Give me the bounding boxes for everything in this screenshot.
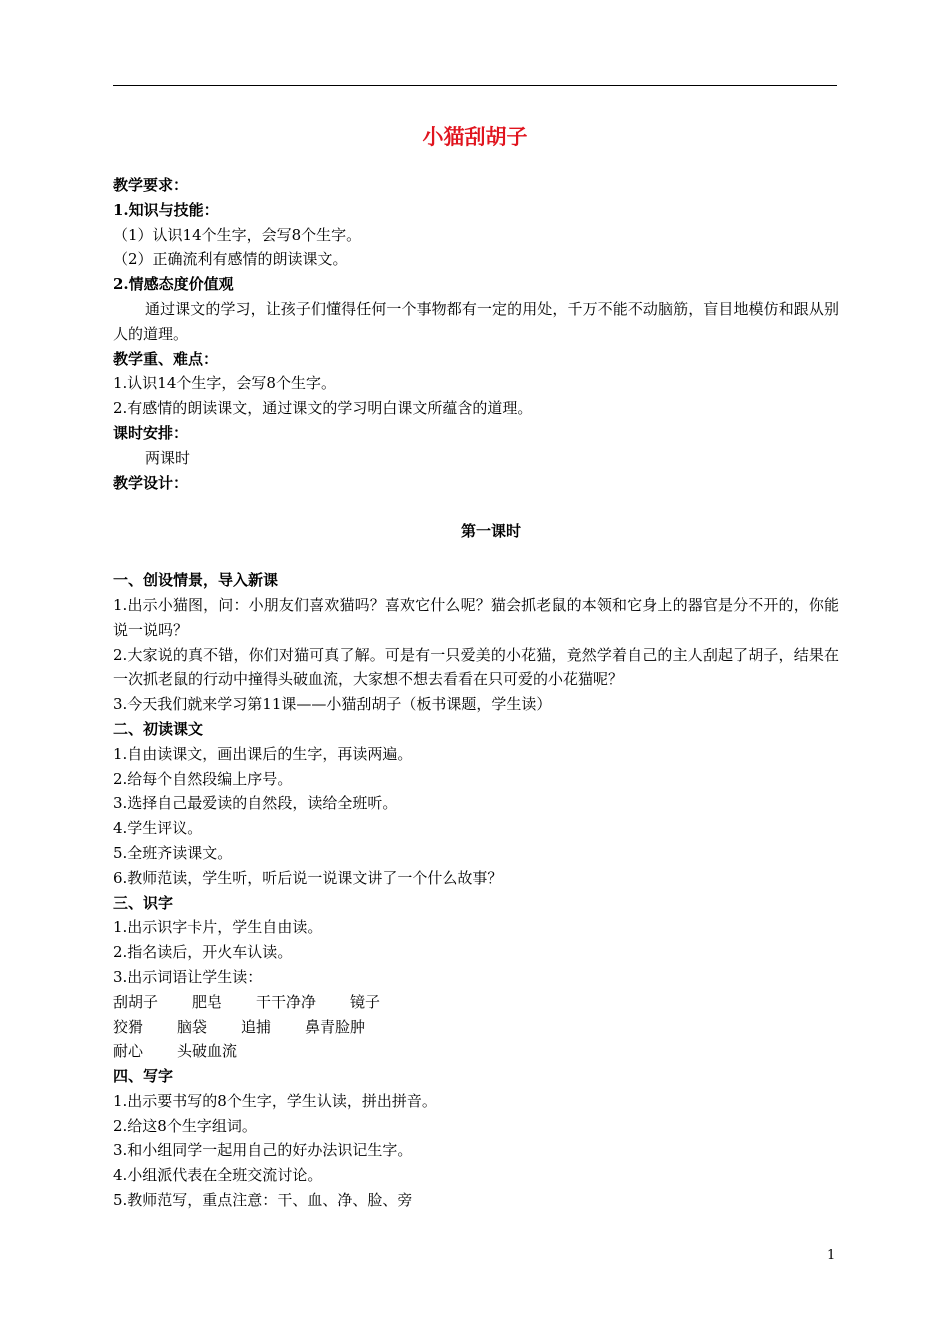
- vocab-word: 镜子: [350, 992, 381, 1011]
- word-row-3: [113, 1039, 839, 1064]
- list-item: 3.出示词语让学生读：: [113, 967, 263, 986]
- document-title: 小猫刮胡子: [422, 124, 528, 149]
- vocab-word: 肥皂: [192, 992, 223, 1011]
- vocab-word: 刮胡子: [113, 992, 159, 1011]
- list-item: 4.小组派代表在全班交流讨论。: [113, 1166, 323, 1185]
- page-number: 1: [827, 1248, 836, 1263]
- list-item: 2.给这8个生字组词。: [113, 1116, 257, 1135]
- list-item: 1.自由读课文，画出课后的生字，再读两遍。: [113, 744, 413, 763]
- list-item: 4.学生评议。: [113, 819, 203, 838]
- list-item: （2）正确流利有感情的朗读课文。: [113, 250, 348, 269]
- section-3-heading: 三、识字: [113, 893, 174, 912]
- lesson-one-heading: 第一课时: [460, 522, 521, 541]
- vocab-word: 鼻青脸肿: [305, 1017, 366, 1036]
- vocab-word: 头破血流: [177, 1042, 238, 1061]
- list-item: 2.指名读后，开火车认读。: [113, 943, 293, 962]
- teaching-requirements-heading: 教学要求：: [113, 176, 189, 194]
- knowledge-skills-heading: 1.知识与技能：: [113, 200, 219, 219]
- vocab-word: 干干净净: [256, 992, 317, 1011]
- list-item: 1.认识14个生字，会写8个生字。: [113, 374, 336, 393]
- list-item: 6.教师范读，学生听，听后说一说课文讲了一个什么故事？: [113, 868, 503, 887]
- schedule-text: 两课时: [145, 448, 191, 467]
- vocab-word: 耐心: [113, 1042, 144, 1061]
- list-item: 3.选择自己最爱读的自然段，读给全班听。: [113, 794, 398, 813]
- list-item: 2.有感情的朗读课文，通过课文的学习明白课文所蕴含的道理。: [113, 399, 533, 418]
- list-item: （1）认识14个生字，会写8个生字。: [113, 225, 362, 244]
- list-item: 5.教师范写，重点注意：干、血、净、脸、旁: [113, 1191, 413, 1210]
- list-item: 1.出示要书写的8个生字，学生认读，拼出拼音。: [113, 1091, 437, 1110]
- list-item: 1.出示小猫图，问：小朋友们喜欢猫吗？喜欢它什么呢？猫会抓老鼠的本领和它身上的器官是分不开的，你能说一说吗？: [113, 595, 839, 639]
- emotion-values-heading: 2.情感态度价值观: [113, 275, 234, 294]
- vocab-word: 脑袋: [177, 1017, 208, 1036]
- list-item: 2.给每个自然段编上序号。: [113, 769, 293, 788]
- list-item: 1.出示识字卡片，学生自由读。: [113, 918, 323, 937]
- document-body: [113, 173, 839, 1213]
- schedule-heading: 课时安排：: [113, 423, 189, 442]
- key-points-heading: 教学重、难点：: [113, 349, 219, 368]
- section-2-heading: 二、初读课文: [113, 719, 204, 738]
- list-item: 3.和小组同学一起用自己的好办法识记生字。: [113, 1141, 413, 1160]
- section-1-heading: 一、创设情景，导入新课: [113, 571, 279, 590]
- vocab-word: 追捕: [241, 1017, 272, 1036]
- design-heading: 教学设计：: [113, 473, 189, 492]
- vocab-word: 狡猾: [113, 1017, 144, 1036]
- section-4-heading: 四、写字: [113, 1067, 174, 1086]
- emotion-values-paragraph: 通过课文的学习，让孩子们懂得任何一个事物都有一定的用处，千万不能不动脑筋，盲目地模仿和跟从别人的道理。: [113, 299, 839, 343]
- word-row-1: [113, 990, 839, 1015]
- list-item: 3.今天我们就来学习第11课——小猫刮胡子（板书课题，学生读）: [113, 695, 552, 714]
- list-item: 5.全班齐读课文。: [113, 843, 233, 862]
- word-row-2: [113, 1015, 839, 1040]
- header-rule: [113, 85, 837, 86]
- list-item: 2.大家说的真不错，你们对猫可真了解。可是有一只爱美的小花猫，竟然学着自己的主人刮起了胡子，结果在一次抓老鼠的行动中撞得头破血流，大家想不想去看看在只可爱的小花猫呢？: [113, 645, 839, 689]
